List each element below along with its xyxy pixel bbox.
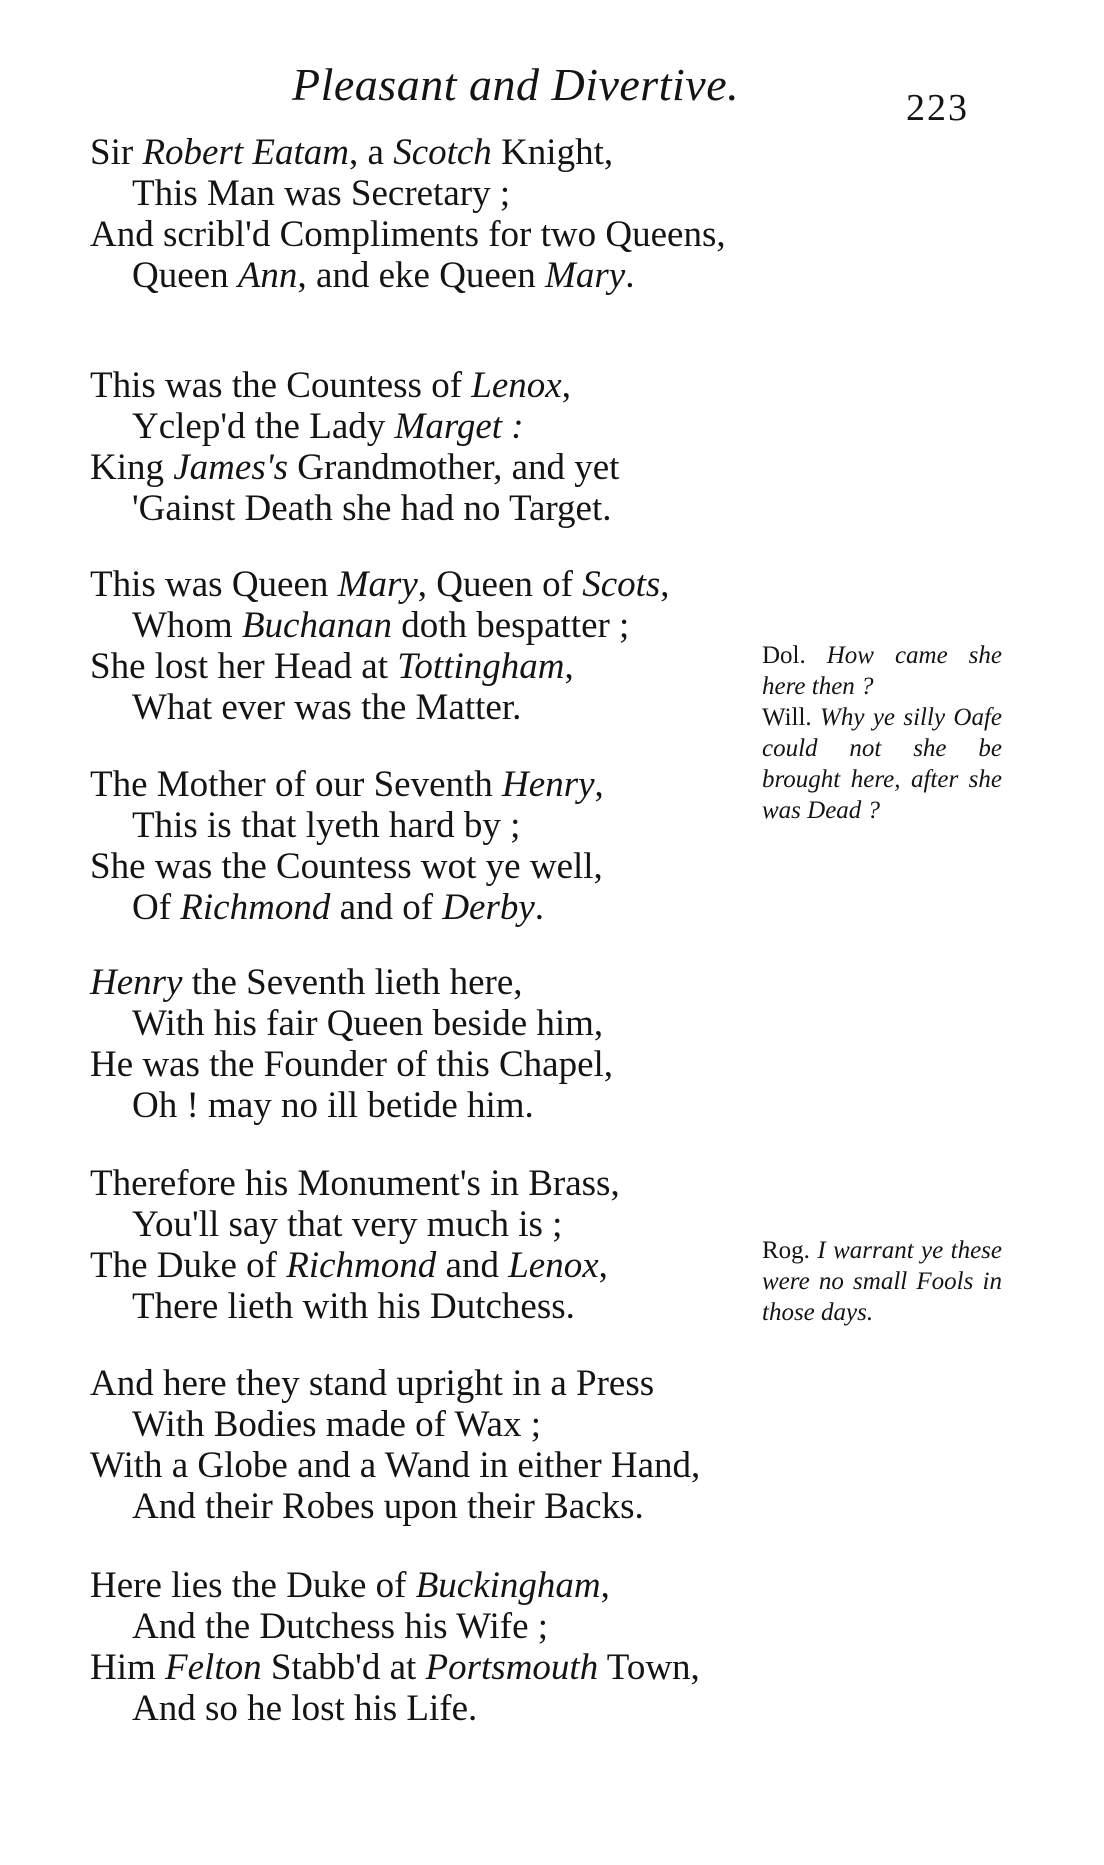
note-text: I warrant ye these were no small Fools in those days. <box>762 1237 1003 1326</box>
note-speaker: Rog. <box>762 1237 810 1264</box>
stanza-1 <box>90 132 790 296</box>
verse-line: You'll say that very much is ; <box>132 1204 563 1245</box>
note-speaker: Dol. <box>762 642 806 669</box>
verse-line: This was Queen Mary, Queen of Scots, <box>90 564 670 605</box>
marginal-note-rog <box>762 1235 1002 1328</box>
verse-line: And the Dutchess his Wife ; <box>132 1606 549 1647</box>
verse-line: Yclep'd the Lady Marget : <box>132 406 524 447</box>
verse-line: And scribl'd Compliments for two Queens, <box>90 214 726 255</box>
stanza-7 <box>90 1363 790 1527</box>
verse-line: Him Felton Stabb'd at Portsmouth Town, <box>90 1647 700 1688</box>
stanza-4 <box>90 764 790 928</box>
stanza-2 <box>90 365 790 529</box>
verse-line: With a Globe and a Wand in either Hand, <box>90 1445 701 1486</box>
verse-line: She lost her Head at Tottingham, <box>90 646 574 687</box>
verse-line: 'Gainst Death she had no Target. <box>132 488 612 529</box>
verse-line: The Mother of our Seventh Henry, <box>90 764 604 805</box>
note-text: Why ye silly Oafe could not she be brought here, after she was Dead ? <box>762 704 1002 824</box>
verse-line: With Bodies made of Wax ; <box>132 1404 541 1445</box>
page-number: 223 <box>906 87 969 129</box>
verse-line: Whom Buchanan doth bespatter ; <box>132 605 630 646</box>
marginal-note-dol-will <box>762 640 1002 826</box>
verse-line: And here they stand upright in a Press <box>90 1363 655 1404</box>
stanza-6 <box>90 1163 790 1327</box>
verse-line: And so he lost his Life. <box>132 1688 478 1729</box>
verse-line: There lieth with his Dutchess. <box>132 1286 575 1327</box>
note-text: How came she here then ? <box>762 642 1002 700</box>
verse-line: Therefore his Monument's in Brass, <box>90 1163 620 1204</box>
verse-line: King James's Grandmother, and yet <box>90 447 620 488</box>
verse-line: This is that lyeth hard by ; <box>132 805 521 846</box>
verse-line: This was the Countess of Lenox, <box>90 365 571 406</box>
verse-line: This Man was Secretary ; <box>132 173 511 214</box>
verse-line: Sir Robert Eatam, a Scotch Knight, <box>90 132 614 173</box>
verse-line: Of Richmond and of Derby. <box>132 887 545 928</box>
verse-line: Here lies the Duke of Buckingham, <box>90 1565 610 1606</box>
verse-line: Oh ! may no ill betide him. <box>132 1085 534 1126</box>
verse-line: Henry the Seventh lieth here, <box>90 962 523 1003</box>
verse-line: What ever was the Matter. <box>132 687 522 728</box>
note-speaker: Will. <box>762 704 812 731</box>
verse-line: The Duke of Richmond and Lenox, <box>90 1245 608 1286</box>
verse-line: With his fair Queen beside him, <box>132 1003 604 1044</box>
stanza-3 <box>90 564 790 728</box>
verse-line: He was the Founder of this Chapel, <box>90 1044 614 1085</box>
running-title: Pleasant and Divertive. <box>292 59 740 110</box>
stanza-8 <box>90 1565 790 1729</box>
verse-line: Queen Ann, and eke Queen Mary. <box>132 255 635 296</box>
verse-line: And their Robes upon their Backs. <box>132 1486 644 1527</box>
stanza-5 <box>90 962 790 1126</box>
verse-line: She was the Countess wot ye well, <box>90 846 603 887</box>
